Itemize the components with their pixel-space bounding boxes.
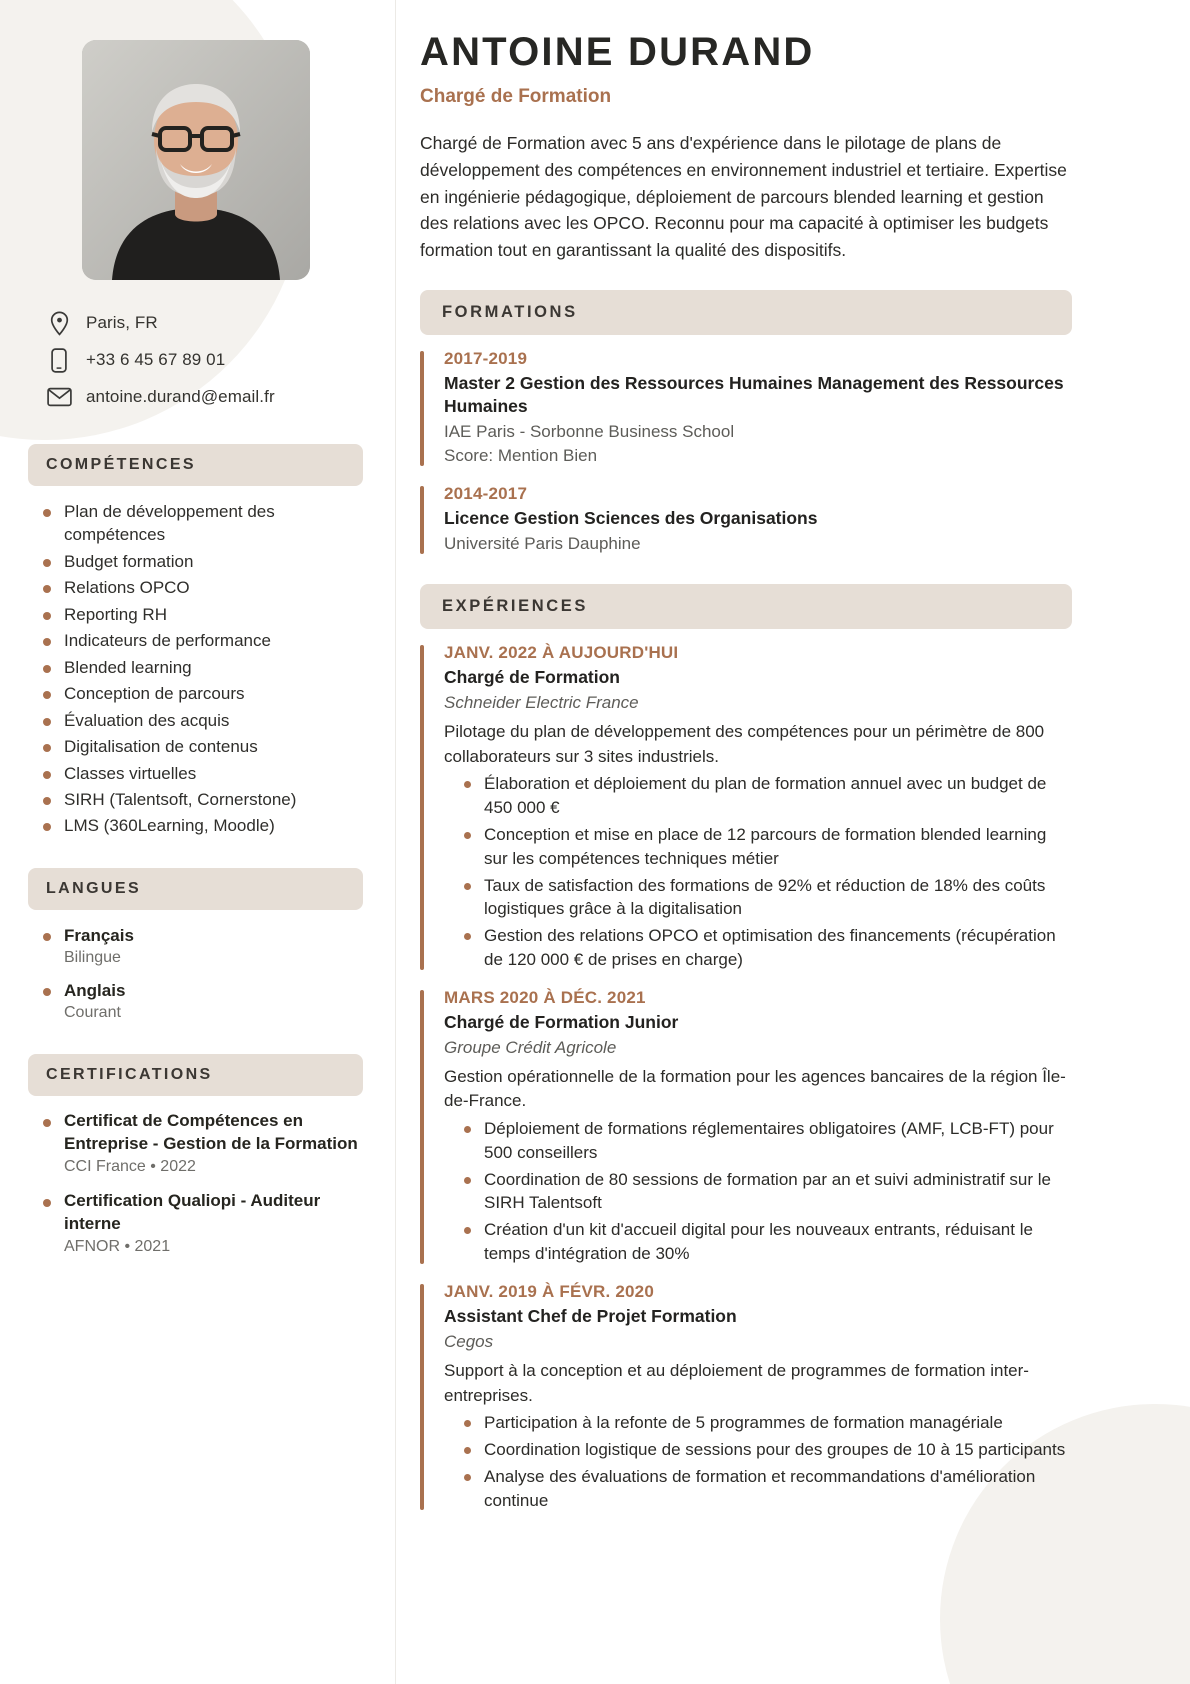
list-item: Participation à la refonte de 5 programmes de formation managériale [462, 1411, 1072, 1435]
experience-bullets [444, 1411, 1072, 1512]
experience-description: Gestion opérationnelle de la formation pour les agences bancaires de la région Île-de-France. [444, 1066, 1066, 1111]
certifications-list [28, 1110, 363, 1257]
formation-entry [420, 484, 1072, 556]
list-item: Taux de satisfaction des formations de 92% et réduction de 18% des coûts logistiques grâce à la digitalisation [462, 874, 1072, 922]
job-role: Chargé de Formation [420, 86, 612, 107]
main-column [396, 0, 1190, 1684]
list-item [40, 979, 363, 1024]
list-item: Élaboration et déploiement du plan de formation annuel avec un budget de 450 000 € [462, 772, 1072, 820]
list-item: Déploiement de formations réglementaires obligatoires (AMF, LCB-FT) pour 500 conseillers [462, 1117, 1072, 1165]
list-item [40, 924, 363, 969]
list-item: Reporting RH [40, 603, 363, 626]
avatar [82, 40, 310, 280]
list-item: SIRH (Talentsoft, Cornerstone) [40, 788, 363, 811]
list-item: Blended learning [40, 656, 363, 679]
certifications-heading: CERTIFICATIONS [28, 1054, 363, 1096]
languages-section [28, 868, 363, 1024]
languages-list [28, 924, 363, 1024]
contact-phone-value: +33 6 45 67 89 01 [86, 350, 226, 369]
location-pin-icon [46, 310, 72, 336]
experience-bullets [444, 1117, 1072, 1266]
list-item: Conception de parcours [40, 682, 363, 705]
professional-summary: Chargé de Formation avec 5 ans d'expérience dans le pilotage de plans de développement des compétences en environnement industriel et tertiaire. Expertise en ingénierie pédagogique, déploiement de parcours blended learning et gestion des relations avec les OPCO. Reconnu pour ma capacité à optimiser les budgets formation tout en garantissant la qualité des dispositifs. [420, 133, 1067, 261]
formation-date: 2014-2017 [444, 483, 528, 503]
list-item: Gestion des relations OPCO et optimisation des financements (récupération de 120 000 € de prises en charge) [462, 924, 1072, 972]
experience-date: JANV. 2019 À FÉVR. 2020 [444, 1281, 654, 1301]
language-level: Courant [64, 1004, 121, 1022]
contact-list [46, 310, 363, 410]
formation-entry [420, 349, 1072, 468]
experience-entry [420, 643, 1072, 972]
languages-heading: LANGUES [28, 868, 363, 910]
formation-score: Score: Mention Bien [444, 446, 598, 466]
formations-heading: FORMATIONS [420, 290, 1072, 335]
experience-title: Assistant Chef de Projet Formation [444, 1305, 737, 1326]
language-level: Bilingue [64, 949, 121, 967]
experience-company: Cegos [444, 1332, 494, 1352]
list-item: Relations OPCO [40, 576, 363, 599]
phone-icon [46, 347, 72, 373]
formation-date: 2017-2019 [444, 348, 528, 368]
formation-title: Licence Gestion Sciences des Organisations [444, 507, 818, 528]
certification-meta: CCI France • 2022 [64, 1157, 196, 1175]
experiences-section [420, 584, 1072, 1512]
formation-title: Master 2 Gestion des Ressources Humaines Management des Ressources Humaines [444, 372, 1064, 417]
list-item: Classes virtuelles [40, 762, 363, 785]
list-item: Conception et mise en place de 12 parcours de formation blended learning sur les compétences techniques métier [462, 823, 1072, 871]
list-item: Indicateurs de performance [40, 629, 363, 652]
list-item [40, 1110, 363, 1177]
list-item: Budget formation [40, 550, 363, 573]
skills-heading: COMPÉTENCES [28, 444, 363, 486]
experience-date: JANV. 2022 À AUJOURD'HUI [444, 643, 679, 663]
experience-company: Groupe Crédit Agricole [444, 1038, 617, 1057]
certification-name: Certification Qualiopi - Auditeur interne [64, 1191, 321, 1233]
page-title: ANTOINE DURAND [420, 30, 815, 74]
experiences-heading: EXPÉRIENCES [420, 584, 1072, 629]
formation-school: IAE Paris - Sorbonne Business School [444, 422, 735, 442]
contact-location [46, 310, 363, 336]
photo-container [28, 40, 363, 280]
experience-description: Pilotage du plan de développement des compétences pour un périmètre de 800 collaborateurs sur 3 sites industriels. [444, 722, 1045, 766]
contact-phone [46, 347, 363, 373]
email-icon [46, 384, 72, 410]
list-item: Création d'un kit d'accueil digital pour les nouveaux entrants, réduisant le temps d'intégration de 30% [462, 1218, 1072, 1266]
contact-email-value: antoine.durand@email.fr [86, 387, 275, 406]
sidebar [0, 0, 396, 1684]
language-name: Français [64, 925, 134, 945]
formation-school: Université Paris Dauphine [444, 534, 641, 554]
list-item: Analyse des évaluations de formation et recommandations d'amélioration continue [462, 1465, 1072, 1513]
experience-description: Support à la conception et au déploiement de programmes de formation inter-entreprises. [444, 1360, 1029, 1405]
certification-meta: AFNOR • 2021 [64, 1237, 171, 1255]
list-item: Digitalisation de contenus [40, 735, 363, 758]
experience-entry [420, 988, 1072, 1266]
experience-company: Schneider Electric France [444, 693, 639, 713]
experience-title: Chargé de Formation Junior [444, 1011, 679, 1032]
list-item: LMS (360Learning, Moodle) [40, 814, 363, 837]
experience-entry [420, 1282, 1072, 1513]
list-item [40, 1190, 363, 1257]
contact-email [46, 384, 363, 410]
list-item: Coordination de 80 sessions de formation par an et suivi administratif sur le SIRH Talentsoft [462, 1168, 1072, 1216]
contact-location-value: Paris, FR [86, 313, 158, 332]
experience-title: Chargé de Formation [444, 667, 620, 688]
list-item: Plan de développement des compétences [40, 500, 363, 547]
list-item: Coordination logistique de sessions pour des groupes de 10 à 15 participants [462, 1438, 1072, 1462]
experience-date: MARS 2020 À DÉC. 2021 [444, 987, 646, 1007]
skills-list [28, 500, 363, 838]
language-name: Anglais [64, 980, 126, 1000]
formations-section [420, 290, 1072, 556]
skills-section [28, 444, 363, 838]
experience-bullets [444, 772, 1072, 971]
list-item: Évaluation des acquis [40, 709, 363, 732]
certification-name: Certificat de Compétences en Entreprise - Gestion de la Formation [64, 1110, 358, 1153]
certifications-section [28, 1054, 363, 1257]
